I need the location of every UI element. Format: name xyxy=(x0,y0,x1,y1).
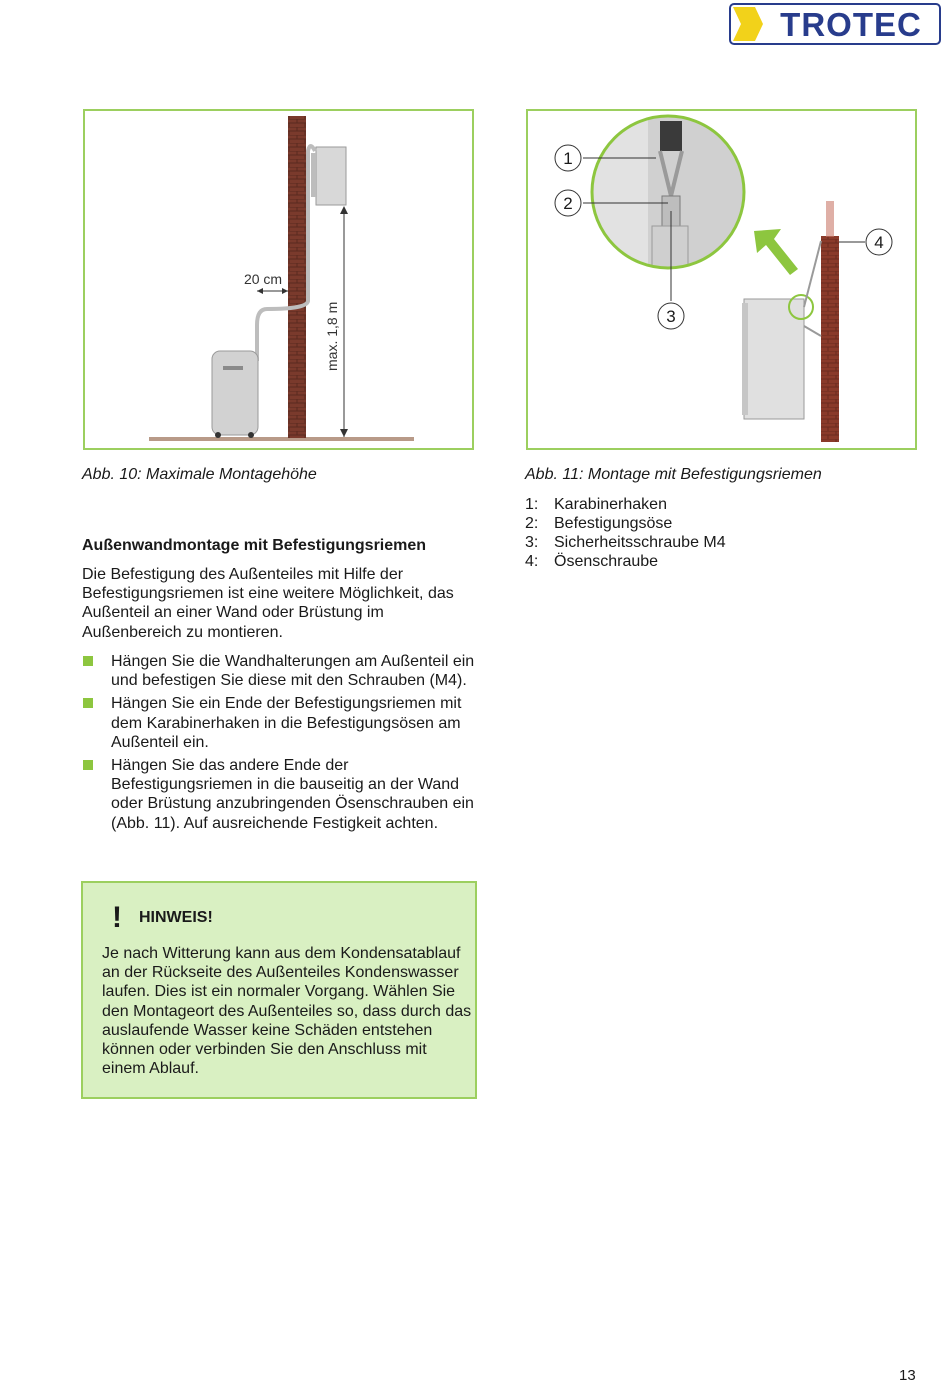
detail-zoom xyxy=(588,111,758,281)
figure11-caption: Abb. 11: Montage mit Befestigungsriemen xyxy=(525,466,822,483)
legend-item xyxy=(525,495,726,514)
brick-wall xyxy=(821,236,839,442)
legend-number: 3: xyxy=(525,534,539,551)
brick-wall xyxy=(288,116,306,438)
page-number: 13 xyxy=(899,1367,916,1384)
section-heading: Außenwandmontage mit Befestigungsriemen xyxy=(82,537,427,554)
list-item xyxy=(82,756,477,833)
section-paragraph: Die Befestigung des Außenteiles mit Hilfe der Befestigungsriemen ist eine weitere Möglichkeit, das Außenteil an einer Wand oder Brüstung im Außenbereich zu montieren. xyxy=(82,566,454,641)
legend-text: Ösenschraube xyxy=(554,553,659,570)
logo-text: TROTEC xyxy=(780,6,922,43)
arrow-icon xyxy=(754,229,798,275)
legend-item xyxy=(525,552,726,571)
bullet-square-icon xyxy=(83,760,93,770)
figure-strap-mounting xyxy=(526,109,917,450)
legend-text: Befestigungsöse xyxy=(554,515,673,532)
exclamation-icon: ! xyxy=(112,901,122,934)
callout-2: 2 xyxy=(563,194,573,213)
figure-max-mounting-height xyxy=(83,109,474,450)
callout-1: 1 xyxy=(563,149,573,168)
floor xyxy=(149,437,414,441)
bullet-square-icon xyxy=(83,698,93,708)
figure11-legend xyxy=(525,495,726,571)
note-title: HINWEIS! xyxy=(139,909,213,926)
instruction-list xyxy=(82,652,477,837)
indoor-unit xyxy=(212,351,258,435)
note-box xyxy=(81,881,477,1099)
list-item-text: Hängen Sie die Wandhalterungen am Außenteil ein und befestigen Sie diese mit den Schrauben (M4). xyxy=(111,653,475,690)
legend-number: 1: xyxy=(525,496,539,513)
bullet-square-icon xyxy=(83,656,93,666)
list-item-text: Hängen Sie das andere Ende der Befestigungsriemen in die bauseitig an der Wand oder Brüstung anzubringenden Ösenschrauben ein (Abb. 11). Auf ausreichende Festigkeit achten. xyxy=(111,757,474,832)
list-item-text: Hängen Sie ein Ende der Befestigungsriemen mit dem Karabinerhaken in die Befestigungsösen am Außenteil ein. xyxy=(111,695,462,751)
callout-4: 4 xyxy=(874,233,884,252)
list-item xyxy=(82,652,477,690)
height-label: max. 1,8 m xyxy=(324,301,340,371)
legend-number: 2: xyxy=(525,515,539,532)
legend-item xyxy=(525,514,726,533)
list-item xyxy=(82,694,477,752)
figure10-caption: Abb. 10: Maximale Montagehöhe xyxy=(82,466,317,483)
distance-label: 20 cm xyxy=(243,271,283,287)
outdoor-unit xyxy=(316,147,346,205)
callout-3: 3 xyxy=(666,307,676,326)
legend-text: Sicherheitsschraube M4 xyxy=(554,534,726,551)
trotec-logo xyxy=(729,3,941,45)
note-text: Je nach Witterung kann aus dem Kondensatablauf an der Rückseite des Außenteiles Kondenswasser laufen. Dies ist ein normaler Vorgang. Wählen Sie den Montageort des Außenteiles so, dass durch das auslaufende Wasser keine Schäden entstehen können oder verbinden Sie den Anschluss mit einem Ablauf. xyxy=(102,945,472,1078)
legend-number: 4: xyxy=(525,553,539,570)
legend-text: Karabinerhaken xyxy=(554,496,667,513)
legend-item xyxy=(525,533,726,552)
